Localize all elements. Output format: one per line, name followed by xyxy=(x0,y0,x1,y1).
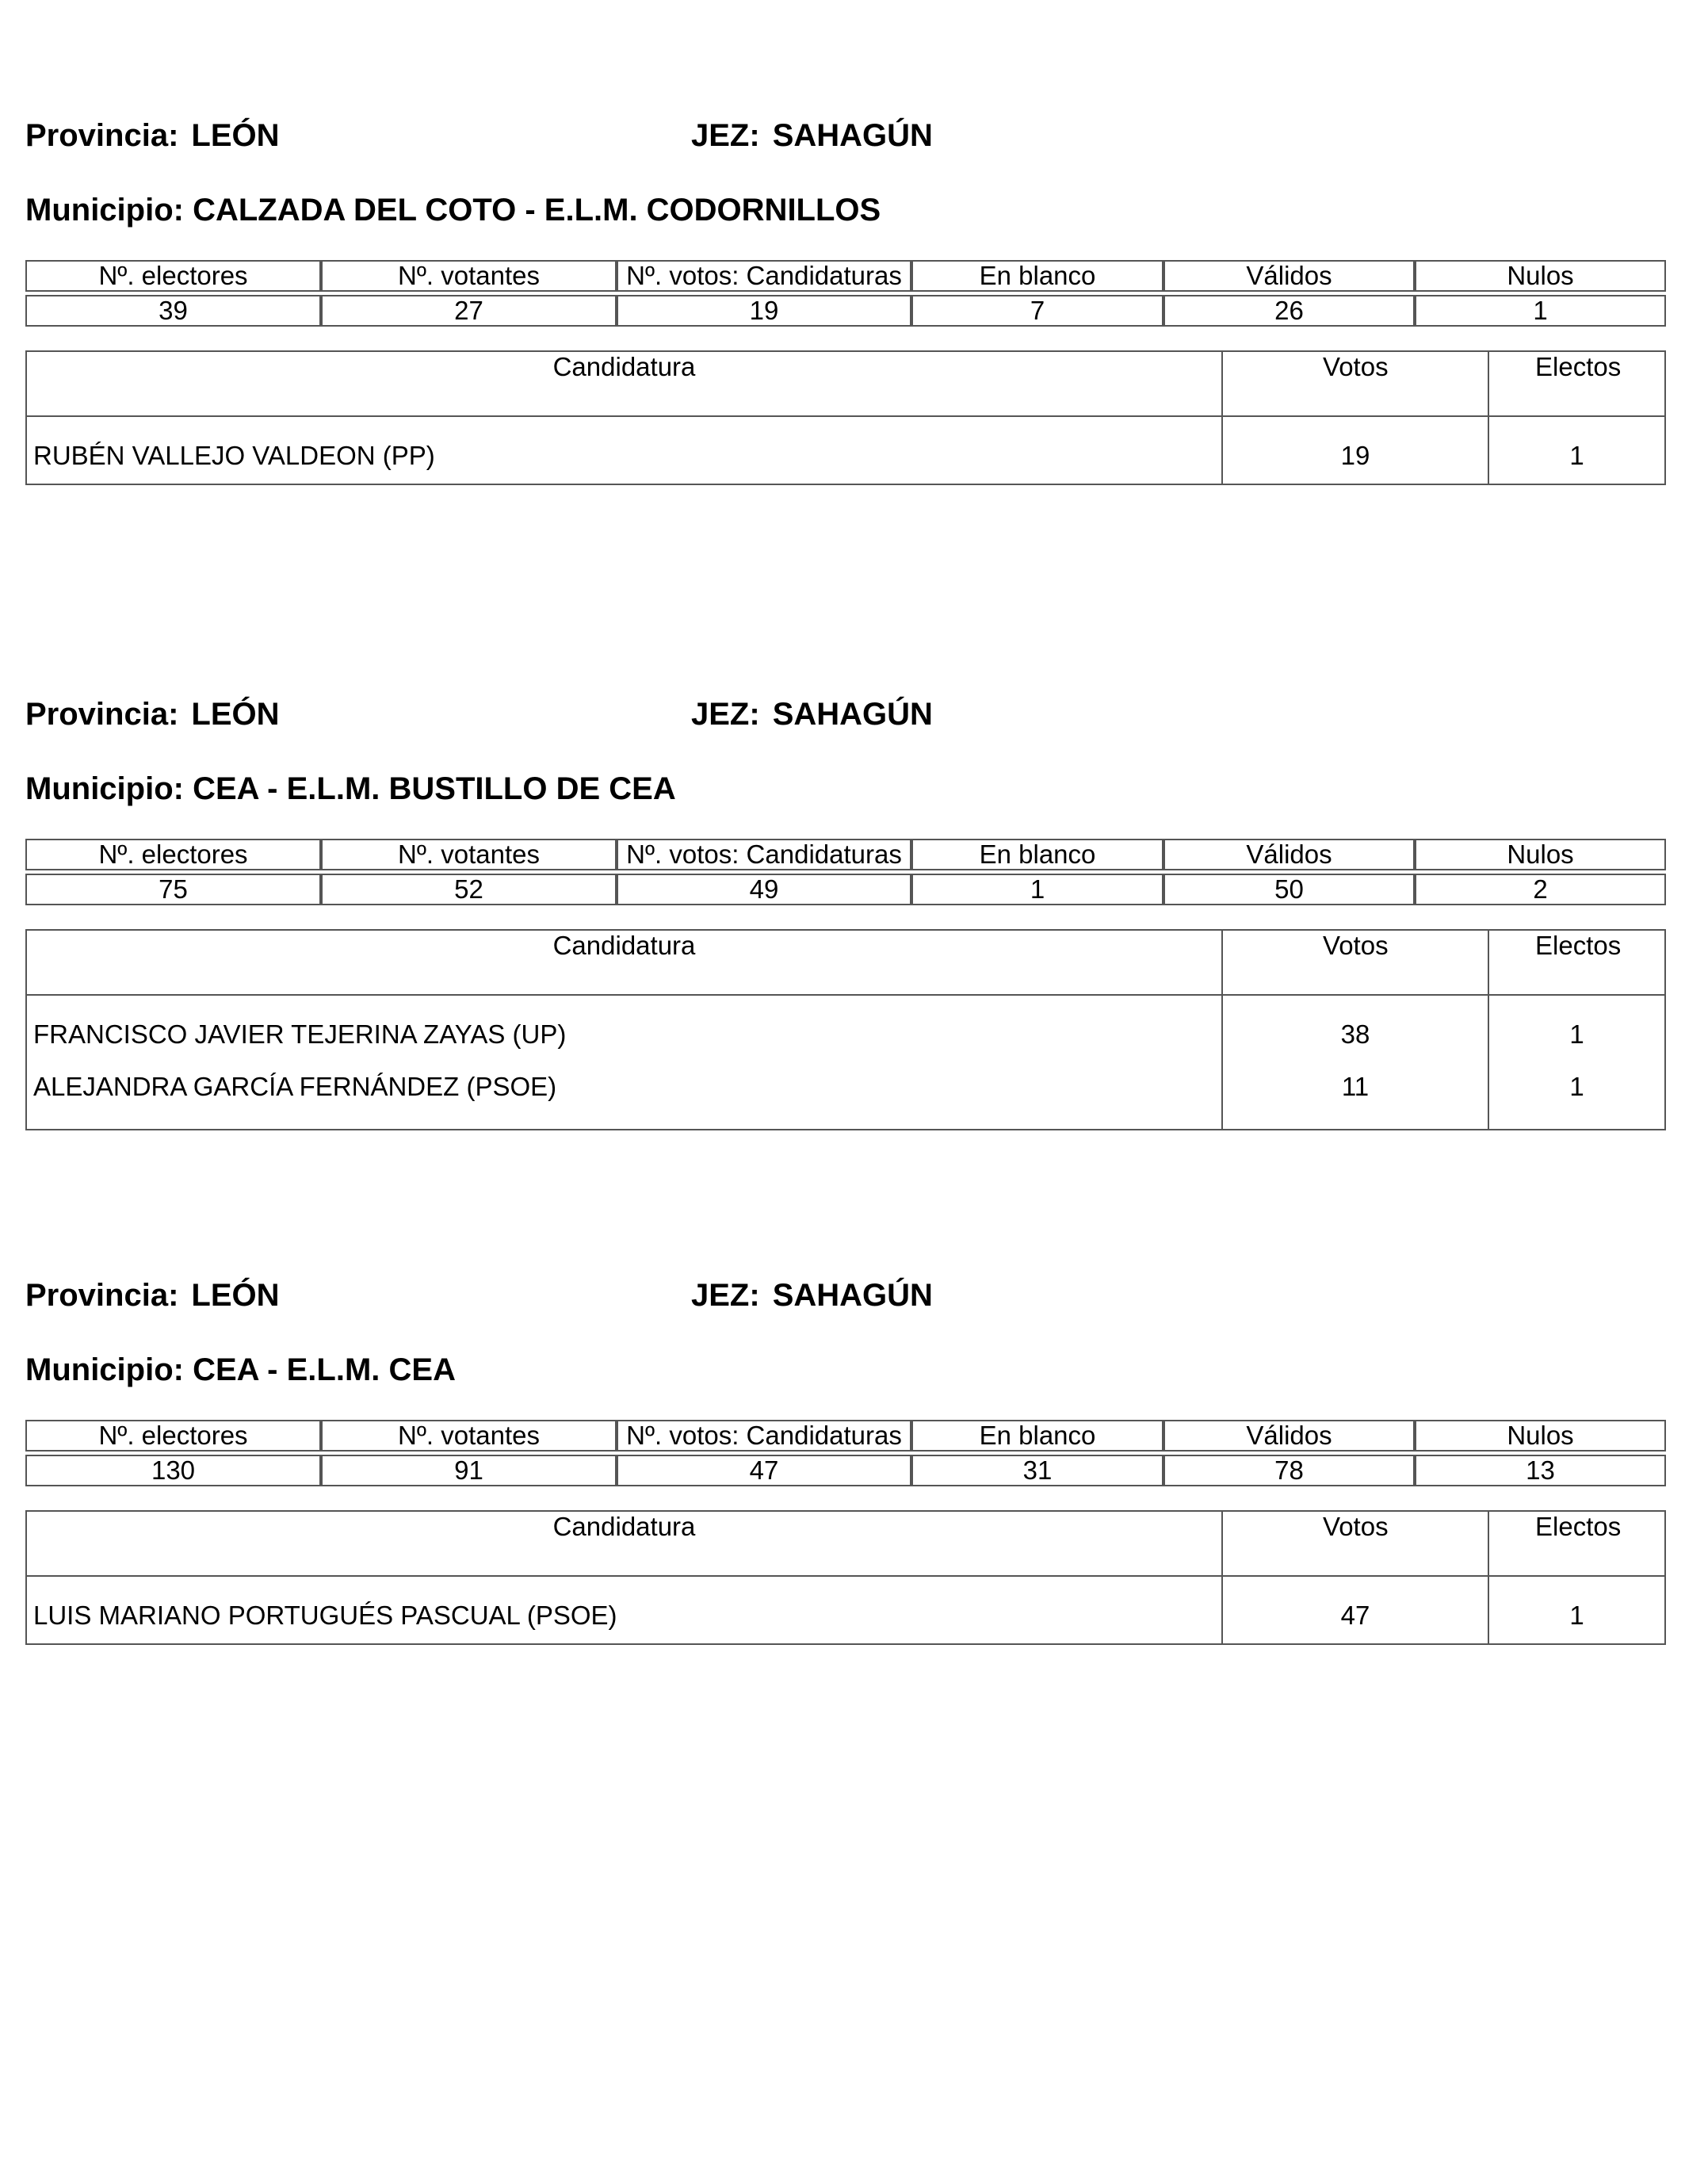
candidates-table xyxy=(25,1510,1666,1645)
municipio-value: CALZADA DEL COTO - E.L.M. CODORNILLOS xyxy=(193,193,881,228)
stats-header-en-blanco: En blanco xyxy=(911,260,1163,292)
electos-header: Electos xyxy=(1535,931,1622,960)
stats-value-votos-candidaturas: 19 xyxy=(617,295,911,327)
votos-header: Votos xyxy=(1223,1512,1489,1575)
candidate-electos: 1 xyxy=(1569,441,1584,470)
stats-header-votos-candidaturas: Nº. votos: Candidaturas xyxy=(617,1420,911,1452)
candidates-header-row xyxy=(27,931,1664,996)
candidate-name: RUBÉN VALLEJO VALDEON (PP) xyxy=(33,441,435,470)
stats-value-row xyxy=(25,1455,1666,1486)
stats-header-votantes: Nº. votantes xyxy=(321,1420,617,1452)
candidate-row xyxy=(27,1062,1664,1129)
candidate-votos: 11 xyxy=(1341,1072,1370,1101)
stats-value-validos: 26 xyxy=(1163,295,1415,327)
candidates-header-row xyxy=(27,352,1664,417)
stats-value-electores: 130 xyxy=(25,1455,321,1486)
municipio-label: Municipio: xyxy=(25,193,184,228)
stats-table xyxy=(25,1420,1666,1486)
candidatura-header: Candidatura xyxy=(27,352,1223,415)
electos-header: Electos xyxy=(1535,1512,1622,1541)
municipio-value: CEA - E.L.M. CEA xyxy=(193,1352,456,1387)
candidates-table xyxy=(25,350,1666,485)
stats-value-row xyxy=(25,874,1666,905)
stats-header-validos: Válidos xyxy=(1163,1420,1415,1452)
stats-header-nulos: Nulos xyxy=(1415,260,1666,292)
stats-value-row xyxy=(25,295,1666,327)
candidate-name: LUIS MARIANO PORTUGUÉS PASCUAL (PSOE) xyxy=(33,1601,617,1630)
stats-header-votos-candidaturas: Nº. votos: Candidaturas xyxy=(617,260,911,292)
stats-value-nulos: 1 xyxy=(1415,295,1666,327)
provincia-label: Provincia: xyxy=(25,697,179,732)
candidate-votos: 38 xyxy=(1340,1019,1370,1049)
candidate-name: FRANCISCO JAVIER TEJERINA ZAYAS (UP) xyxy=(33,1019,567,1049)
stats-header-votos-candidaturas: Nº. votos: Candidaturas xyxy=(617,839,911,870)
provincia-label: Provincia: xyxy=(25,118,179,153)
stats-value-validos: 78 xyxy=(1163,1455,1415,1486)
stats-value-votos-candidaturas: 47 xyxy=(617,1455,911,1486)
candidate-row xyxy=(27,1577,1664,1643)
provincia-value: LEÓN xyxy=(191,697,280,732)
provincia-value: LEÓN xyxy=(191,118,280,153)
stats-header-row xyxy=(25,839,1666,870)
stats-header-validos: Válidos xyxy=(1163,260,1415,292)
stats-value-validos: 50 xyxy=(1163,874,1415,905)
provincia-label: Provincia: xyxy=(25,1278,179,1313)
candidates-table xyxy=(25,929,1666,1130)
stats-header-row xyxy=(25,1420,1666,1452)
candidate-votos: 47 xyxy=(1340,1601,1370,1630)
stats-table xyxy=(25,260,1666,327)
stats-value-en-blanco: 7 xyxy=(911,295,1163,327)
candidate-electos: 1 xyxy=(1569,1019,1584,1049)
votos-header: Votos xyxy=(1223,352,1489,415)
stats-value-votantes: 27 xyxy=(321,295,617,327)
stats-value-nulos: 13 xyxy=(1415,1455,1666,1486)
stats-header-electores: Nº. electores xyxy=(25,260,321,292)
municipio-line xyxy=(25,771,676,807)
stats-value-en-blanco: 31 xyxy=(911,1455,1163,1486)
candidatura-header: Candidatura xyxy=(27,1512,1223,1575)
candidate-row xyxy=(27,417,1664,484)
votos-header: Votos xyxy=(1223,931,1489,994)
candidate-electos: 1 xyxy=(1569,1601,1584,1630)
candidate-name: ALEJANDRA GARCÍA FERNÁNDEZ (PSOE) xyxy=(33,1072,557,1101)
municipio-value: CEA - E.L.M. BUSTILLO DE CEA xyxy=(193,771,676,806)
stats-header-electores: Nº. electores xyxy=(25,1420,321,1452)
stats-header-validos: Válidos xyxy=(1163,839,1415,870)
stats-value-electores: 75 xyxy=(25,874,321,905)
stats-value-nulos: 2 xyxy=(1415,874,1666,905)
stats-value-votos-candidaturas: 49 xyxy=(617,874,911,905)
jez-value: SAHAGÚN xyxy=(772,1278,933,1313)
municipio-line xyxy=(25,192,881,228)
candidates-header-row xyxy=(27,1512,1664,1577)
stats-value-electores: 39 xyxy=(25,295,321,327)
stats-value-en-blanco: 1 xyxy=(911,874,1163,905)
stats-header-en-blanco: En blanco xyxy=(911,1420,1163,1452)
jez-value: SAHAGÚN xyxy=(772,697,933,732)
provincia-line xyxy=(25,696,280,732)
jez-label: JEZ: xyxy=(691,697,760,732)
jez-line xyxy=(691,696,933,732)
electos-header: Electos xyxy=(1535,352,1622,381)
jez-label: JEZ: xyxy=(691,118,760,153)
stats-header-nulos: Nulos xyxy=(1415,1420,1666,1452)
jez-value: SAHAGÚN xyxy=(772,118,933,153)
stats-header-votantes: Nº. votantes xyxy=(321,260,617,292)
stats-value-votantes: 91 xyxy=(321,1455,617,1486)
candidatura-header: Candidatura xyxy=(27,931,1223,994)
stats-header-electores: Nº. electores xyxy=(25,839,321,870)
provincia-line xyxy=(25,117,280,154)
municipio-line xyxy=(25,1352,456,1388)
municipio-label: Municipio: xyxy=(25,1352,184,1387)
stats-header-en-blanco: En blanco xyxy=(911,839,1163,870)
stats-header-nulos: Nulos xyxy=(1415,839,1666,870)
jez-line xyxy=(691,117,933,154)
jez-label: JEZ: xyxy=(691,1278,760,1313)
stats-header-row xyxy=(25,260,1666,292)
stats-value-votantes: 52 xyxy=(321,874,617,905)
candidate-votos: 19 xyxy=(1340,441,1370,470)
provincia-value: LEÓN xyxy=(191,1278,280,1313)
stats-header-votantes: Nº. votantes xyxy=(321,839,617,870)
jez-line xyxy=(691,1277,933,1314)
municipio-label: Municipio: xyxy=(25,771,184,806)
stats-table xyxy=(25,839,1666,905)
candidate-row xyxy=(27,996,1664,1062)
provincia-line xyxy=(25,1277,280,1314)
candidate-electos: 1 xyxy=(1569,1072,1584,1101)
